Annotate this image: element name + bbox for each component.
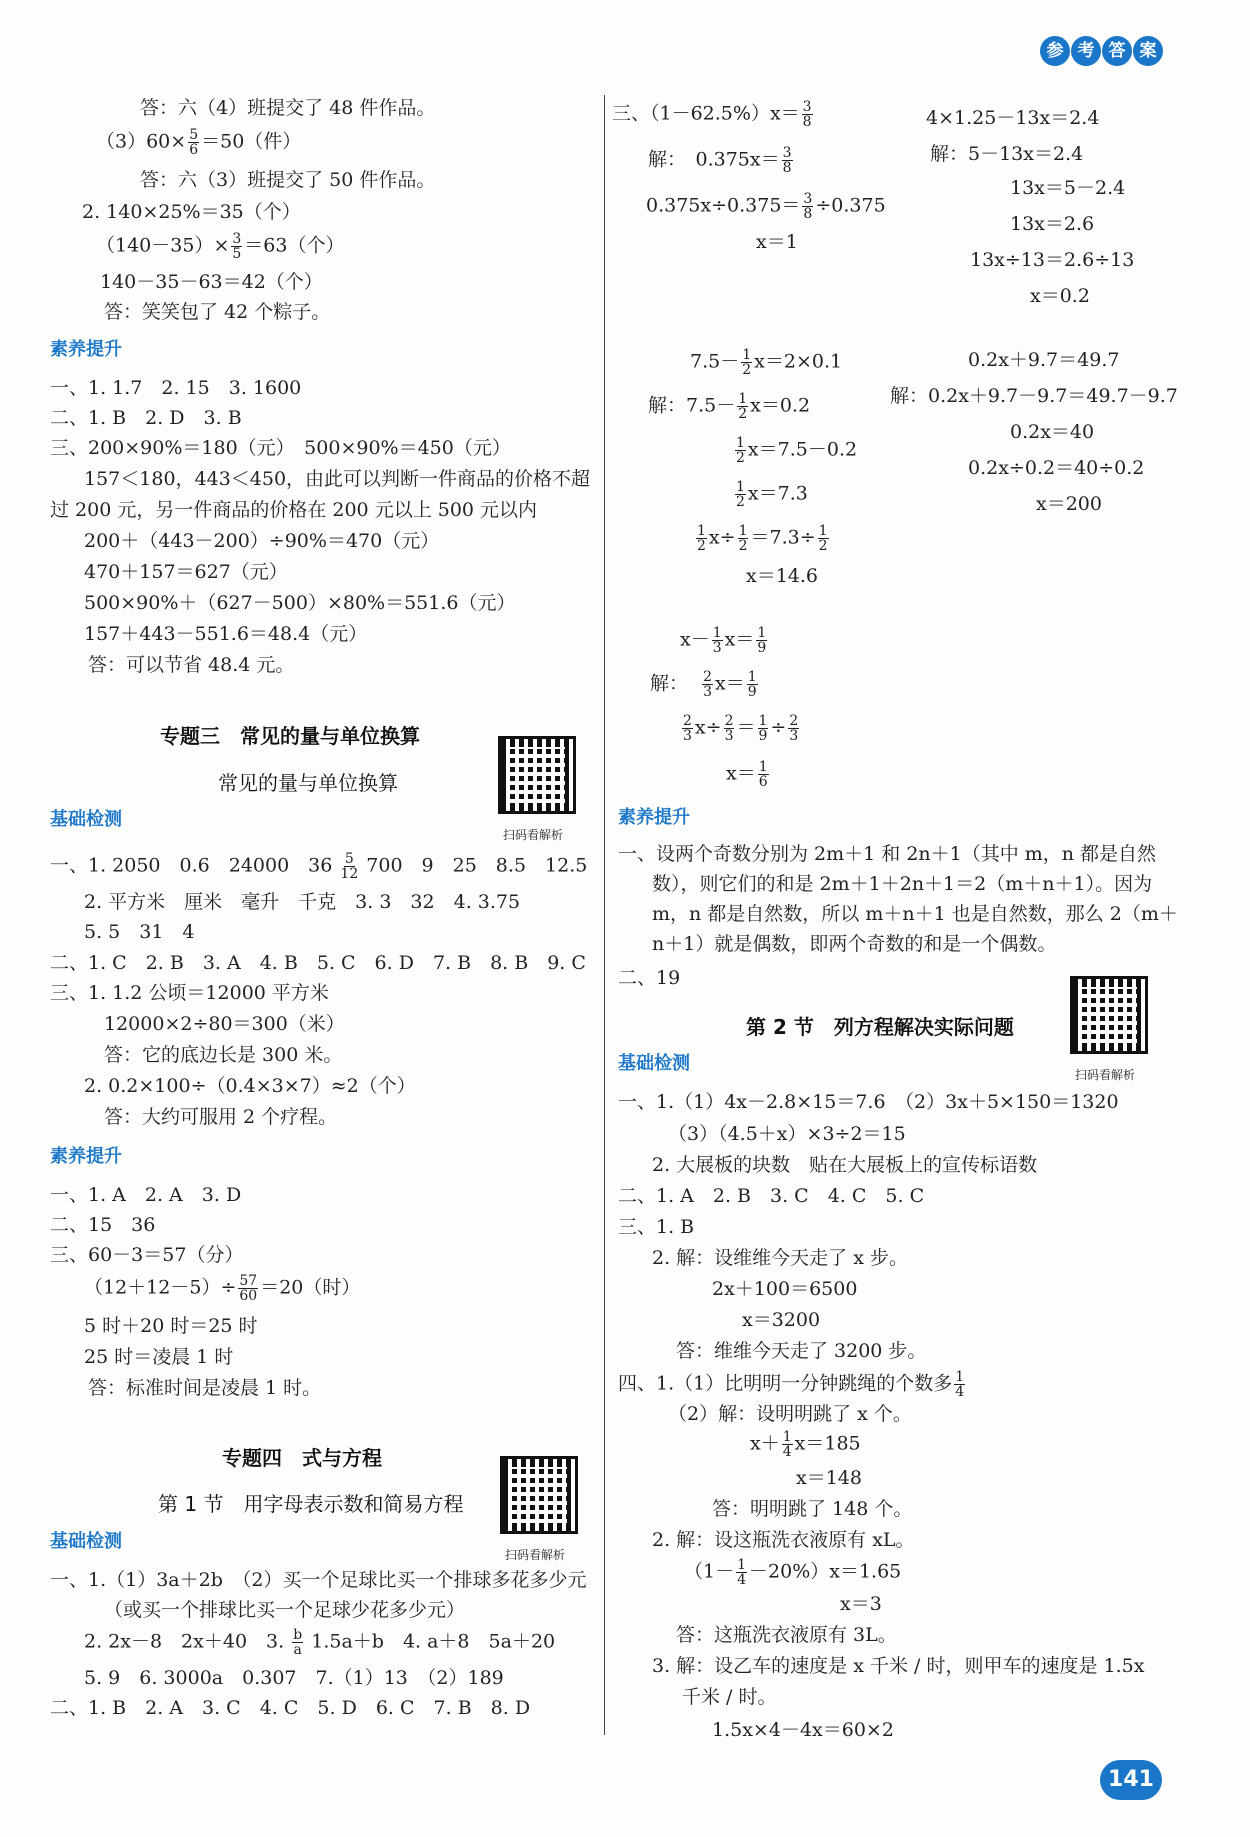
fraction: $\frac{1}{4}$ — [955, 1369, 965, 1400]
answer-line: 3. 解：设乙车的速度是 x 千米 / 时，则甲车的速度是 1.5x — [652, 1655, 1145, 1677]
answer-line: 二、1. B 2. A 3. C 4. C 5. D 6. C 7. B 8. D — [50, 1697, 531, 1719]
answer-line: 157＋443－551.6＝48.4（元） — [84, 623, 368, 645]
fraction: $\frac{1}{4}$ — [737, 1557, 747, 1588]
equation-line: 4×1.25－13x＝2.4 — [926, 107, 1100, 129]
equation-line: $\frac{2}{3}$ x÷ $\frac{2}{3}$ ＝ $\frac{1}{9}$ ÷ $\frac{2}{3}$ — [683, 713, 799, 744]
fraction: $\frac{57}{60}$ — [239, 1273, 258, 1304]
section-title: 第 1 节 用字母表示数和简易方程 — [158, 1492, 464, 1516]
fraction: $\frac{2}{3}$ — [683, 713, 692, 744]
fraction: $\frac{1}{9}$ — [758, 713, 768, 744]
answer-line: 一、设两个奇数分别为 2m＋1 和 2n＋1（其中 m，n 都是自然 — [618, 843, 1157, 865]
answer-line: 2. 平方米 厘米 毫升 千克 3. 3 32 4. 3.75 — [84, 891, 521, 913]
equation-line: $\frac{1}{2}$ x＝7.3 — [736, 479, 808, 510]
chapter-title: 专题三 常见的量与单位换算 — [160, 724, 420, 748]
badge-char: 考 — [1071, 36, 1101, 66]
qr-label: 扫码看解析 — [1075, 1068, 1136, 1082]
fraction: $\frac{3}{8}$ — [802, 99, 812, 130]
fraction: $\frac{1}{2}$ — [738, 523, 748, 554]
answer-line: 三、60－3＝57（分） — [50, 1244, 244, 1266]
page-number: 141 — [1100, 1760, 1162, 1800]
answer-line: 答：六（3）班提交了 50 件作品。 — [140, 169, 436, 191]
answer-line: 2. 140×25%＝35（个） — [82, 201, 301, 223]
answer-line: 二、1. B 2. D 3. B — [50, 407, 242, 429]
fraction: $\frac{1}{2}$ — [697, 523, 706, 554]
answer-line: （12＋12－5）÷ $\frac{57}{60}$ ＝20（时） — [84, 1273, 361, 1304]
answer-line: 四、1.（1）比明明一分钟跳绳的个数多 $\frac{1}{4}$ — [618, 1369, 965, 1400]
equation-line: x＝0.2 — [1030, 285, 1090, 307]
answer-line: 答：六（4）班提交了 48 件作品。 — [140, 97, 436, 119]
answer-line: 157＜180，443＜450，由此可以判断一件商品的价格不超 — [84, 468, 591, 490]
section-heading: 素养提升 — [618, 807, 690, 828]
answer-line: 1.5x×4－4x＝60×2 — [712, 1719, 894, 1741]
badge-char: 答 — [1102, 36, 1132, 66]
section-heading: 基础检测 — [50, 1531, 122, 1552]
fraction: $\frac{2}{3}$ — [703, 669, 713, 700]
answer-line: 5. 9 6. 3000a 0.307 7.（1）13 （2）189 — [84, 1667, 504, 1689]
section-heading: 基础检测 — [618, 1053, 690, 1074]
answer-line: 答：维维今天走了 3200 步。 — [676, 1340, 927, 1362]
answer-line: 三、200×90%＝180（元） 500×90%＝450（元） — [50, 437, 511, 459]
fraction: $\frac{b}{a}$ — [293, 1627, 303, 1658]
answer-line: 5. 5 31 4 — [84, 921, 195, 943]
answer-line: 答：这瓶洗衣液原有 3L。 — [676, 1624, 897, 1646]
answer-line: 5 时＋20 时＝25 时 — [84, 1315, 258, 1337]
equation-line: 13x÷13＝2.6÷13 — [970, 249, 1135, 271]
badge-char: 案 — [1133, 36, 1163, 66]
section-heading: 素养提升 — [50, 339, 122, 360]
answer-line: m，n 都是自然数，所以 m＋n＋1 也是自然数，那么 2（m＋ — [652, 903, 1178, 925]
answer-line: 答：笑笑包了 42 个粽子。 — [104, 301, 331, 323]
answer-line: 二、1. A 2. B 3. C 4. C 5. C — [618, 1185, 925, 1207]
section-title: 常见的量与单位换算 — [218, 771, 398, 795]
fraction: $\frac{3}{8}$ — [782, 145, 792, 176]
answer-line: 二、19 — [618, 967, 681, 989]
answer-line: 三、1. 1.2 公顷＝12000 平方米 — [50, 982, 329, 1004]
equation-line: 13x＝2.6 — [1010, 213, 1095, 235]
fraction: $\frac{1}{2}$ — [738, 391, 748, 422]
answer-line: 12000×2÷80＝300（米） — [104, 1013, 345, 1035]
answer-line: 2. 大展板的块数 贴在大展板上的宣传标语数 — [652, 1154, 1038, 1176]
fraction: $\frac{3}{5}$ — [232, 231, 242, 262]
answer-line: 140－35－63＝42（个） — [100, 271, 323, 293]
fraction: $\frac{1}{9}$ — [747, 669, 757, 700]
qr-code[interactable] — [500, 1456, 578, 1534]
answer-line: 500×90%＋（627－500）×80%＝551.6（元） — [84, 592, 516, 614]
answer-line: （3）60× $\frac{5}{6}$ ＝50（件） — [96, 127, 302, 158]
fraction: $\frac{1}{3}$ — [712, 625, 722, 656]
equation-line: 0.2x÷0.2＝40÷0.2 — [968, 457, 1145, 479]
equation-line: 解： $\frac{2}{3}$ x＝ $\frac{1}{9}$ — [650, 669, 757, 700]
answer-line: 一、1. 2050 0.6 24000 36 $\frac{5}{12}$ 700 9 25 8.5 12.5 — [50, 851, 588, 882]
answer-line: 答：标准时间是凌晨 1 时。 — [88, 1377, 322, 1399]
fraction: $\frac{3}{8}$ — [803, 191, 813, 222]
answer-line: 2. 解：设维维今天走了 x 步。 — [652, 1247, 908, 1269]
equation-line: 解：7.5－ $\frac{1}{2}$ x＝0.2 — [648, 391, 811, 422]
fraction: $\frac{1}{2}$ — [742, 347, 752, 378]
qr-code[interactable] — [498, 736, 576, 814]
answer-line: x＝148 — [796, 1467, 862, 1489]
answer-line: 一、1. 1.7 2. 15 3. 1600 — [50, 377, 302, 399]
answer-line: 2. 2x－8 2x＋40 3. $\frac{b}{a}$ 1.5a＋b 4. a＋8 5a＋20 — [84, 1627, 556, 1658]
answer-line: 数），则它们的和是 2m＋1＋2n＋1＝2（m＋n＋1）。因为 — [652, 873, 1153, 895]
fraction: $\frac{1}{4}$ — [782, 1429, 792, 1460]
equation-line: 解：0.2x＋9.7－9.7＝49.7－9.7 — [890, 385, 1178, 407]
answer-line: （3）（4.5＋x）×3÷2＝15 — [668, 1123, 906, 1145]
qr-label: 扫码看解析 — [503, 828, 564, 842]
answer-line: 一、1.（1）3a＋2b （2）买一个足球比买一个排球多花多少元 — [50, 1569, 587, 1591]
answer-line: 答：明明跳了 148 个。 — [712, 1498, 913, 1520]
answer-line: （140－35）× $\frac{3}{5}$ ＝63（个） — [96, 231, 345, 262]
qr-code[interactable] — [1070, 976, 1148, 1054]
answer-line: 一、1. A 2. A 3. D — [50, 1184, 242, 1206]
fraction: $\frac{1}{9}$ — [757, 625, 767, 656]
answer-line: 三、1. B — [618, 1216, 695, 1238]
equation-line: x＝1 — [756, 231, 798, 253]
equation-line: x－ $\frac{1}{3}$ x＝ $\frac{1}{9}$ — [680, 625, 767, 656]
equation-line: 三、（1－62.5%）x＝ $\frac{3}{8}$ — [612, 99, 812, 130]
answer-line: （或买一个排球比买一个足球少花多少元） — [104, 1599, 466, 1621]
fraction: $\frac{1}{2}$ — [736, 479, 745, 510]
answer-line: 470＋157＝627（元） — [84, 561, 288, 583]
equation-line: x＝14.6 — [746, 565, 819, 587]
section-heading: 素养提升 — [50, 1146, 122, 1167]
equation-line: $\frac{1}{2}$ x÷ $\frac{1}{2}$ ＝7.3÷ $\frac{1}{2}$ — [697, 523, 828, 554]
answer-key-badge — [1040, 36, 1170, 70]
fraction: $\frac{1}{6}$ — [758, 759, 768, 790]
answer-line: n＋1）就是偶数，即两个奇数的和是一个偶数。 — [652, 933, 1057, 955]
answer-line: （2）解：设明明跳了 x 个。 — [668, 1403, 912, 1425]
answer-line: 答：它的底边长是 300 米。 — [104, 1044, 343, 1066]
equation-line: 解：5－13x＝2.4 — [930, 143, 1084, 165]
answer-line: x＋ $\frac{1}{4}$ x＝185 — [750, 1429, 861, 1460]
equation-line: 0.2x＋9.7＝49.7 — [968, 349, 1120, 371]
qr-label: 扫码看解析 — [505, 1548, 566, 1562]
section-heading: 基础检测 — [50, 809, 122, 830]
answer-line: 2. 解：设这瓶洗衣液原有 xL。 — [652, 1529, 915, 1551]
answer-line: 过 200 元，另一件商品的价格在 200 元以上 500 元以内 — [50, 499, 538, 521]
answer-line: 2x＋100＝6500 — [712, 1278, 858, 1300]
answer-line: 答：可以节省 48.4 元。 — [88, 654, 295, 676]
equation-line: 0.2x＝40 — [1010, 421, 1095, 443]
chapter-title: 专题四 式与方程 — [222, 1446, 382, 1470]
fraction: $\frac{1}{2}$ — [818, 523, 828, 554]
answer-line: （1－ $\frac{1}{4}$ －20%）x＝1.65 — [684, 1557, 902, 1588]
answer-line: x＝3 — [840, 1593, 882, 1615]
answer-line: 二、15 36 — [50, 1214, 156, 1236]
answer-line: 200＋（443－200）÷90%＝470（元） — [84, 530, 440, 552]
section-title: 第 2 节 列方程解决实际问题 — [746, 1015, 1014, 1039]
equation-line: $\frac{1}{2}$ x＝7.5－0.2 — [736, 435, 858, 466]
answer-line: 2. 0.2×100÷（0.4×3×7）≈2（个） — [84, 1075, 416, 1097]
fraction: $\frac{2}{3}$ — [724, 713, 734, 744]
equation-line: 解： 0.375x＝ $\frac{3}{8}$ — [648, 145, 792, 176]
equation-line: x＝200 — [1036, 493, 1102, 515]
answer-line: 25 时＝凌晨 1 时 — [84, 1346, 234, 1368]
fraction: $\frac{2}{3}$ — [789, 713, 799, 744]
equation-line: 13x＝5－2.4 — [1010, 177, 1126, 199]
fraction: $\frac{1}{2}$ — [736, 435, 745, 466]
equation-line: 7.5－ $\frac{1}{2}$ x＝2×0.1 — [690, 347, 843, 378]
answer-line: 千米 / 时。 — [682, 1686, 777, 1708]
fraction: $\frac{5}{6}$ — [189, 127, 199, 158]
badge-char: 参 — [1040, 36, 1070, 66]
column-divider — [604, 95, 605, 1735]
answer-line: x＝3200 — [742, 1309, 821, 1331]
fraction: $\frac{5}{12}$ — [340, 851, 359, 882]
equation-line: x＝ $\frac{1}{6}$ — [726, 759, 768, 790]
equation-line: 0.375x÷0.375＝ $\frac{3}{8}$ ÷0.375 — [646, 191, 886, 222]
answer-line: 一、1.（1）4x－2.8×15＝7.6 （2）3x＋5×150＝1320 — [618, 1091, 1119, 1113]
answer-line: 答：大约可服用 2 个疗程。 — [104, 1106, 338, 1128]
answer-line: 二、1. C 2. B 3. A 4. B 5. C 6. D 7. B 8. B 9. C — [50, 952, 586, 974]
